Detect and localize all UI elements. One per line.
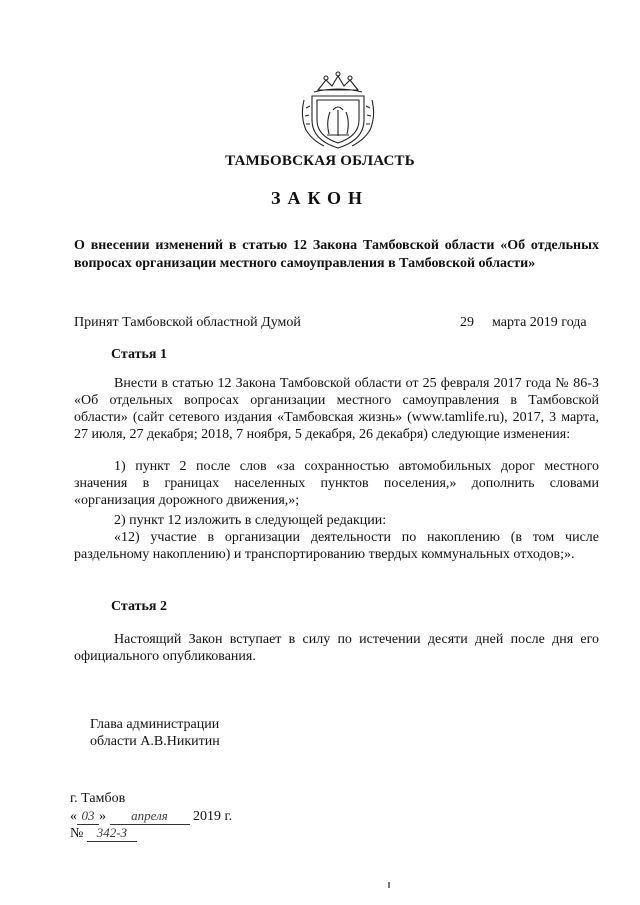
date-year: 2019 г. <box>193 809 233 824</box>
number-label: № <box>70 826 84 841</box>
date-open-quote: « <box>70 809 77 824</box>
signing-date <box>70 807 232 825</box>
article-1-item-2: 2) пункт 12 изложить в следующей редакции: <box>114 513 387 528</box>
article-2-heading: Статья 2 <box>111 599 167 614</box>
city: г. Тамбов <box>70 791 126 806</box>
number-value: 342-З <box>87 824 137 842</box>
coat-of-arms-icon <box>296 64 380 150</box>
article-1-heading: Статья 1 <box>111 347 167 362</box>
article-1-item-1: 1) пункт 2 после слов «за сохранностью автомобильных дорог местного значения в границах населенных пунктов поселения,» дополнить словами «организация дорожного движения,»; <box>74 459 599 509</box>
accepted-by: Принят Тамбовской областной Думой <box>74 315 301 330</box>
date-day: 03 <box>77 807 99 825</box>
region-name: ТАМБОВСКАЯ ОБЛАСТЬ <box>225 153 415 169</box>
article-2-text: Настоящий Закон вступает в силу по истечении десяти дней после дня его официального опубликования. <box>74 632 599 665</box>
date-month: апреля <box>110 807 190 825</box>
scan-mark <box>388 882 390 888</box>
date-close-quote: » <box>99 809 106 824</box>
law-title: О внесении изменений в статью 12 Закона Тамбовской области «Об отдельных вопросах организации местного самоуправления в Тамбовской области» <box>74 238 599 271</box>
signature-name: области А.В.Никитин <box>90 734 220 749</box>
law-number <box>70 824 137 842</box>
accepted-day: 29 <box>460 315 474 330</box>
signature-block <box>90 716 220 750</box>
signature-title: Глава администрации <box>90 717 220 732</box>
article-1-text: Внести в статью 12 Закона Тамбовской области от 25 февраля 2017 года № 86-З «Об отдельных вопросах организации местного самоуправления в Тамбовской области» (сайт сетевого издания «Тамбовская жизнь» (www.tamlife.ru), 2017, 3 марта, 27 июля, 27 декабря; 2018, 7 ноября, 5 декабря, 26 декабря) следующие изменения: <box>74 376 599 443</box>
accepted-month-year: марта 2019 года <box>492 315 587 330</box>
document-type: ЗАКОН <box>270 188 370 208</box>
article-1-item-3: «12) участие в организации деятельности по накоплению (в том числе раздельному накоплению) и транспортированию твердых коммунальных отходов;». <box>74 530 599 563</box>
